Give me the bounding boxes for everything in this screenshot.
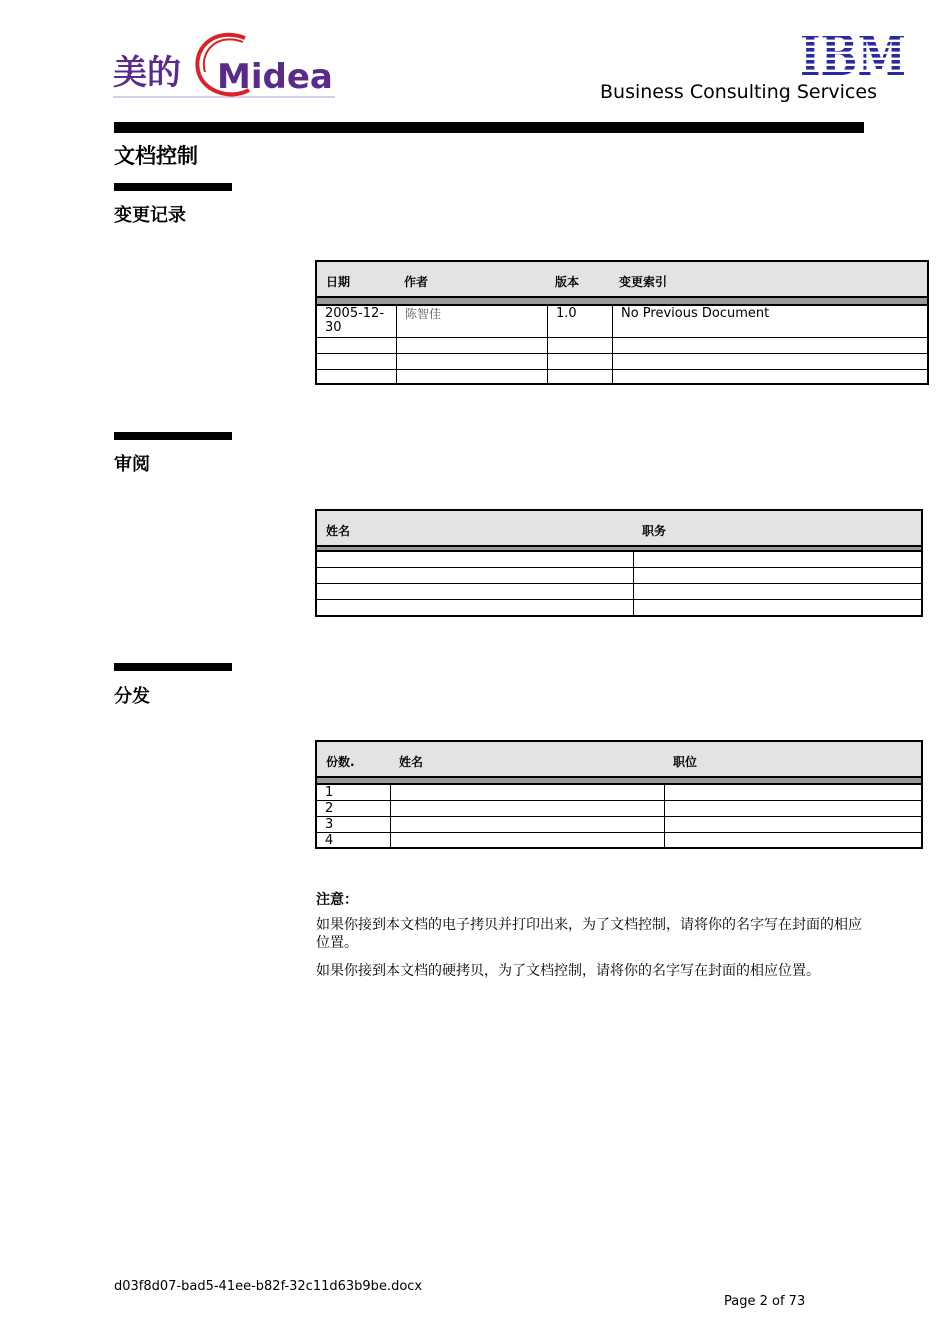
table-row	[317, 568, 921, 584]
header-rule	[114, 122, 864, 133]
table-cell	[664, 801, 921, 816]
table-cell	[317, 552, 633, 567]
table-cell-version: 1.0	[547, 306, 612, 337]
table-cell	[664, 817, 921, 832]
table-row	[317, 552, 921, 568]
table-row	[317, 817, 921, 833]
table-cell-copy-number: 4	[325, 833, 334, 848]
table-header	[317, 742, 921, 778]
table-cell	[612, 338, 927, 353]
table-cell	[547, 338, 612, 353]
table-cell	[547, 354, 612, 369]
column-header: 职务	[642, 524, 667, 538]
table-cell	[633, 552, 921, 567]
table-row	[317, 584, 921, 600]
table-cell	[664, 833, 921, 848]
column-header: 版本	[555, 275, 580, 289]
table-cell	[396, 338, 547, 353]
column-header: 作者	[404, 275, 429, 289]
table-row	[317, 338, 927, 354]
table-header	[317, 262, 927, 298]
table-cell	[317, 338, 396, 353]
change-log-table	[315, 260, 929, 385]
midea-logo-cn: 美的	[113, 53, 181, 93]
table-cell-copy-number: 1	[325, 785, 334, 800]
table-cell	[317, 370, 396, 385]
column-header: 姓名	[399, 755, 424, 769]
table-cell-author: 陈智佳	[396, 306, 547, 337]
table-cell-copy-number: 3	[325, 817, 334, 832]
table-row	[317, 600, 921, 615]
table-cell	[317, 584, 633, 599]
column-header: 日期	[326, 275, 351, 289]
note-paragraph: 如果你接到本文档的硬拷贝，为了文档控制，请将你的名字写在封面的相应位置。	[316, 963, 820, 979]
table-cell	[317, 568, 633, 583]
table-cell	[664, 785, 921, 800]
section-title-review: 审阅	[114, 454, 150, 475]
table-body	[317, 783, 921, 848]
footer-filename: d03f8d07-bad5-41ee-b82f-32c11d63b9be.docx	[114, 1279, 423, 1294]
midea-logo	[113, 30, 335, 100]
table-row	[317, 306, 927, 338]
table-row	[317, 354, 927, 370]
table-cell	[396, 354, 547, 369]
table-cell	[547, 370, 612, 385]
table-cell	[396, 370, 547, 385]
midea-logo-en: Midea	[217, 57, 333, 97]
table-cell	[390, 801, 664, 816]
ibm-logo-text: IBM	[800, 23, 906, 89]
table-cell	[317, 600, 633, 615]
column-header: 份数.	[326, 755, 355, 769]
table-row	[317, 801, 921, 817]
section-title-change-log: 变更记录	[114, 205, 186, 226]
table-cell	[633, 568, 921, 583]
table-cell	[317, 354, 396, 369]
review-table	[315, 509, 923, 617]
table-cell	[612, 370, 927, 385]
table-row	[317, 833, 921, 848]
table-header	[317, 511, 921, 547]
table-row	[317, 785, 921, 801]
table-cell-copy-number: 2	[325, 801, 334, 816]
ibm-logo	[800, 23, 906, 89]
company-line: Business Consulting Services	[600, 81, 877, 103]
table-cell	[612, 354, 927, 369]
section-title-distribution: 分发	[114, 686, 150, 707]
table-cell-change-index: No Previous Document	[612, 306, 927, 337]
column-header: 变更索引	[619, 275, 668, 289]
column-header: 职位	[673, 755, 698, 769]
section-bar-distribution	[114, 663, 232, 671]
table-body	[317, 550, 921, 615]
page-title: 文档控制	[114, 144, 198, 168]
note-paragraph: 如果你接到本文档的电子拷贝并打印出来，为了文档控制，请将你的名字写在封面的相应位置。	[316, 917, 862, 951]
table-cell	[633, 600, 921, 615]
section-bar-review	[114, 432, 232, 440]
table-cell	[633, 584, 921, 599]
footer-page-number: Page 2 of 73	[724, 1294, 806, 1309]
table-cell	[390, 785, 664, 800]
note-title: 注意：	[316, 892, 358, 908]
table-cell-date: 2005-12- 30	[325, 306, 385, 335]
column-header: 姓名	[326, 524, 351, 538]
table-cell	[390, 833, 664, 848]
table-row	[317, 370, 927, 385]
table-cell	[390, 817, 664, 832]
table-body	[317, 304, 927, 385]
section-bar-change-log	[114, 183, 232, 191]
distribution-table	[315, 740, 923, 849]
